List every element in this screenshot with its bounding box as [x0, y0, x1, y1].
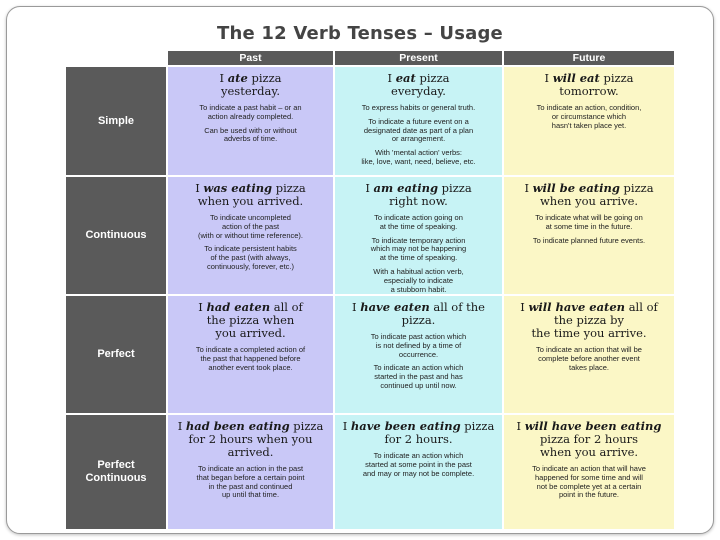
example-rest: pizza when you arrived. — [197, 181, 306, 208]
example-sentence — [174, 182, 327, 208]
example-verb: will have been eating — [524, 419, 662, 433]
example-subject: I — [516, 419, 525, 433]
usage-note: To indicate action going on at the time of speaking. — [374, 213, 463, 231]
example-rest: all of the pizza. — [401, 300, 485, 327]
cell-continuous-future — [504, 177, 674, 294]
usage-note: With a habitual action verb, especially to indicate a stubborn habit. — [373, 266, 464, 294]
example-rest: pizza for 2 hours. — [384, 419, 495, 446]
usage-note: To indicate a future event on a designated date as part of a plan or arrangement. — [363, 116, 474, 144]
example-subject: I — [342, 419, 351, 433]
example-verb: had been eating — [185, 419, 290, 433]
row-header-perfect-continuous — [66, 415, 166, 529]
example-subject: I — [177, 419, 186, 433]
example-subject: I — [365, 181, 374, 195]
example-rest: pizza tomorrow. — [559, 71, 634, 98]
example-sentence — [510, 182, 668, 208]
usage-note: To express habits or general truth. — [361, 103, 476, 112]
example-verb: will have eaten — [528, 300, 626, 314]
example-rest: pizza right now. — [389, 181, 472, 208]
example-rest: all of the pizza when you arrived. — [206, 300, 303, 340]
cell-perfect-present — [335, 296, 502, 413]
example-verb: eat — [395, 71, 416, 85]
usage-note: To indicate an action that will be complete before another event takes place. — [536, 345, 642, 372]
column-header-past: Past — [168, 51, 333, 65]
page-title: The 12 Verb Tenses – Usage — [217, 23, 503, 44]
example-sentence — [510, 72, 668, 98]
cell-continuous-present — [335, 177, 502, 294]
example-subject: I — [544, 71, 553, 85]
tense-table — [66, 51, 674, 529]
example-verb: will eat — [552, 71, 600, 85]
cell-simple-future — [504, 67, 674, 175]
cell-simple-present — [335, 67, 502, 175]
usage-note: To indicate a past habit – or an action already completed. — [199, 103, 302, 121]
usage-note: To indicate what will be going on at some time in the future. — [535, 213, 643, 231]
column-header-future: Future — [504, 51, 674, 65]
example-verb: was eating — [203, 181, 273, 195]
row-header-simple: Simple — [66, 67, 166, 175]
example-sentence — [341, 182, 496, 208]
column-header-present: Present — [335, 51, 502, 65]
usage-note: To indicate temporary action which may not be happening at the time of speaking. — [370, 235, 467, 263]
usage-note: To indicate an action that will have happened for some time and will not be complete yet at a certain point in the future. — [532, 464, 646, 500]
example-sentence — [174, 72, 327, 98]
usage-note: To indicate planned future events. — [532, 235, 646, 245]
example-rest: all of the pizza by the time you arrive. — [531, 300, 658, 340]
cell-perfect-continuous-present — [335, 415, 502, 529]
usage-note: With 'mental action' verbs: — [374, 148, 463, 158]
usage-note-examples: like, love, want, need, believe, etc. — [361, 156, 476, 166]
example-sentence — [341, 420, 496, 446]
example-subject: I — [352, 300, 361, 314]
example-subject: I — [219, 71, 228, 85]
example-verb: ate — [227, 71, 248, 85]
usage-note: To indicate a completed action of the past that happened before another event took place. — [195, 345, 306, 372]
usage-note: To indicate an action which started at some point in the past and may or may not be complete. — [362, 451, 475, 478]
example-subject: I — [198, 300, 207, 314]
row-header-perfect: Perfect — [66, 296, 166, 413]
example-rest: pizza for 2 hours when you arrived. — [188, 419, 324, 459]
example-subject: I — [387, 71, 396, 85]
cell-perfect-future — [504, 296, 674, 413]
example-verb: have been eating — [350, 419, 461, 433]
usage-note: To indicate an action which started in the past and has continued up until now. — [373, 363, 464, 390]
example-subject: I — [524, 181, 533, 195]
example-sentence — [510, 420, 668, 459]
example-sentence — [341, 301, 496, 327]
example-sentence — [510, 301, 668, 340]
usage-note: To indicate persistent habits of the past (with always, continuously, forever, etc.) — [204, 244, 297, 271]
cell-simple-past — [168, 67, 333, 175]
example-sentence — [174, 301, 327, 340]
example-verb: am eating — [373, 181, 438, 195]
row-header-perfect-continuous-label: Perfect Continuous — [85, 459, 147, 484]
usage-note: To indicate past action which is not defined by a time of occurrence. — [370, 332, 467, 359]
cell-perfect-continuous-past — [168, 415, 333, 529]
cell-perfect-continuous-future — [504, 415, 674, 529]
example-sentence — [341, 72, 496, 98]
example-rest: pizza for 2 hours when you arrive. — [539, 432, 639, 459]
example-verb: will be eating — [532, 181, 620, 195]
example-verb: had eaten — [206, 300, 271, 314]
cell-perfect-past — [168, 296, 333, 413]
usage-note: To indicate uncompleted action of the past (with or without time reference). — [197, 213, 304, 240]
cell-continuous-past — [168, 177, 333, 294]
example-sentence — [174, 420, 327, 459]
example-subject: I — [195, 181, 204, 195]
example-verb: have eaten — [360, 300, 430, 314]
example-rest: pizza when you arrive. — [539, 181, 654, 208]
corner-blank — [66, 51, 166, 65]
usage-note: To indicate an action, condition, or circumstance which hasn't taken place yet. — [536, 103, 642, 130]
example-rest: pizza everyday. — [391, 71, 450, 98]
example-subject: I — [520, 300, 529, 314]
usage-note: To indicate an action in the past that began before a certain point in the past and continued up until that time. — [196, 464, 305, 500]
usage-note: Can be used with or without adverbs of time. — [204, 125, 297, 144]
example-rest: pizza yesterday. — [221, 71, 282, 98]
row-header-continuous: Continuous — [66, 177, 166, 294]
